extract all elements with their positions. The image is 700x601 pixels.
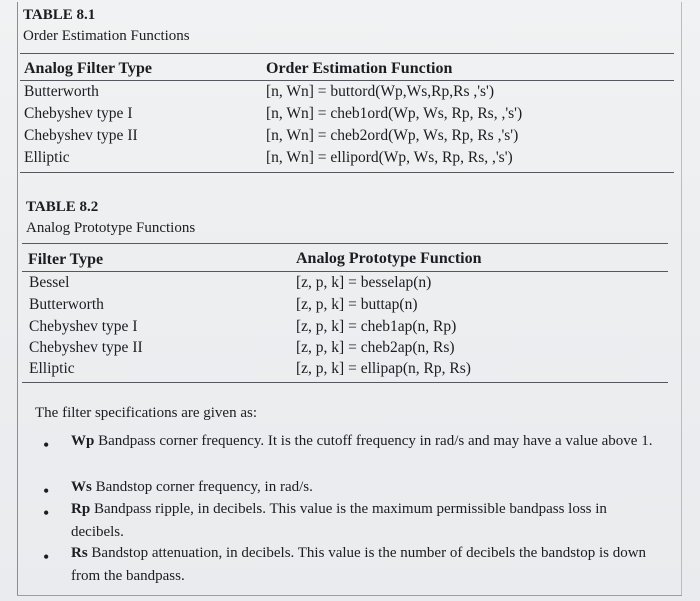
- spec-desc-wp: Bandpass corner frequency. It is the cutoff frequency in rad/s and may have a value above 1.: [98, 433, 653, 449]
- table-8-1-row-3-type: Elliptic: [24, 149, 70, 166]
- spec-item-ws: [71, 476, 661, 499]
- spec-term-rp: Rp: [71, 501, 91, 517]
- table-8-2-row-1-type: Butterworth: [29, 296, 104, 313]
- table-8-1-top-rule: [20, 53, 674, 54]
- table-8-2-header-type: Filter Type: [28, 251, 104, 268]
- spec-term-rs: Rs: [71, 545, 88, 561]
- table-frame-left: [17, 2, 18, 596]
- spec-item-wp: [71, 430, 661, 453]
- table-8-2-top-rule: [22, 243, 668, 244]
- table-frame-bottom: [17, 595, 682, 596]
- table-8-2-row-3-type: Chebyshev type II: [29, 339, 143, 356]
- spec-desc-ws: Bandstop corner frequency, in rad/s.: [95, 479, 313, 495]
- table-8-2-row-0-function: [z, p, k] = besselap(n): [296, 274, 432, 291]
- table-8-1-label: TABLE 8.1: [23, 7, 96, 23]
- table-8-2-row-2-function: [z, p, k] = cheb1ap(n, Rp): [296, 318, 457, 335]
- table-8-1-header-type: Analog Filter Type: [24, 60, 152, 77]
- table-frame-right: [681, 2, 682, 596]
- bullet-icon: •: [43, 481, 50, 501]
- table-8-1-caption: Order Estimation Functions: [23, 28, 190, 44]
- table-8-2-header-rule: [22, 271, 668, 272]
- table-8-2-row-4-type: Elliptic: [29, 360, 75, 377]
- spec-item-rp: [71, 498, 661, 544]
- table-8-1-header-function: Order Estimation Function: [266, 60, 453, 77]
- specifications-intro: The filter specifications are given as:: [35, 405, 257, 421]
- table-8-2-row-4-function: [z, p, k] = ellipap(n, Rp, Rs): [296, 360, 471, 377]
- spec-term-ws: Ws: [71, 479, 92, 495]
- table-8-2-row-1-function: [z, p, k] = buttap(n): [296, 296, 418, 313]
- table-8-2-label: TABLE 8.2: [26, 199, 99, 215]
- table-8-1-row-3-function: [n, Wn] = ellipord(Wp, Ws, Rp, Rs, ,'s'): [266, 149, 513, 166]
- table-8-1-row-0-type: Butterworth: [24, 83, 99, 100]
- spec-desc-rs: Bandstop attenuation, in decibels. This value is the number of decibels the bandstop is down from the bandpass.: [71, 545, 647, 584]
- table-8-2-header-function: Analog Prototype Function: [296, 250, 482, 267]
- table-8-2-row-2-type: Chebyshev type I: [29, 318, 138, 335]
- table-8-2-caption: Analog Prototype Functions: [26, 220, 196, 236]
- table-8-1-row-1-function: [n, Wn] = cheb1ord(Wp, Ws, Rp, Rs, ,'s'): [266, 105, 523, 122]
- table-8-1-row-2-type: Chebyshev type II: [24, 127, 138, 144]
- table-8-2-row-3-function: [z, p, k] = cheb2ap(n, Rs): [296, 339, 455, 356]
- spec-item-rs: [71, 542, 661, 588]
- table-8-2-bottom-rule: [22, 382, 668, 383]
- table-8-2-row-0-type: Bessel: [29, 274, 70, 291]
- spec-term-wp: Wp: [71, 433, 95, 449]
- table-8-1-row-0-function: [n, Wn] = buttord(Wp,Ws,Rp,Rs ,'s'): [266, 83, 495, 100]
- table-8-1-row-1-type: Chebyshev type I: [24, 105, 133, 122]
- bullet-icon: •: [43, 503, 50, 523]
- bullet-icon: •: [43, 435, 50, 455]
- spec-desc-rp: Bandpass ripple, in decibels. This value is the maximum permissible bandpass loss in decibels.: [71, 501, 607, 540]
- table-8-1-row-2-function: [n, Wn] = cheb2ord(Wp, Ws, Rp, Rs ,'s'): [266, 127, 519, 144]
- table-8-1-bottom-rule: [20, 172, 674, 173]
- table-8-1-header-rule: [20, 80, 674, 81]
- bullet-icon: •: [43, 547, 50, 567]
